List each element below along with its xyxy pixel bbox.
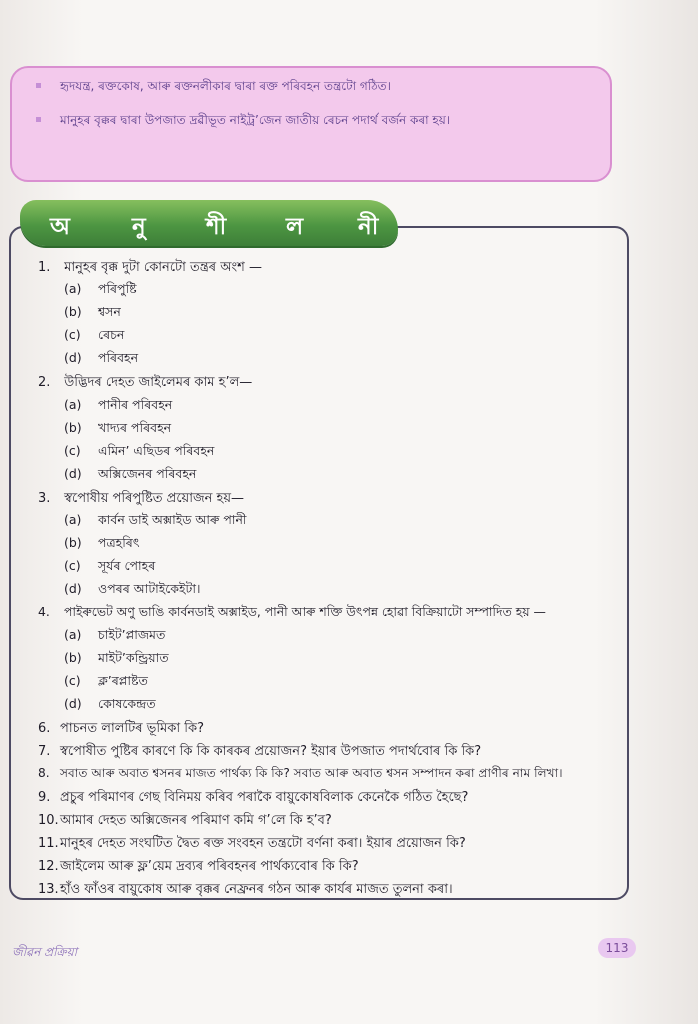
option-text: শ্বসন bbox=[98, 304, 121, 319]
option-row bbox=[64, 673, 148, 693]
option-row bbox=[64, 512, 247, 532]
option-label: (a) bbox=[64, 397, 82, 412]
option-row bbox=[64, 304, 121, 324]
question-number: 1. bbox=[38, 260, 51, 275]
option-row bbox=[64, 627, 165, 647]
question-text: মানুহৰ দেহত সংঘটিত দ্বৈত ৰক্ত সংবহন তন্ত্ৰটো বৰ্ণনা কৰা। ইয়াৰ প্ৰয়োজন কি? bbox=[60, 836, 466, 851]
question-text: স্বপোষীয় পৰিপুষ্টিত প্ৰয়োজন হয়— bbox=[64, 491, 244, 506]
question-number: 3. bbox=[38, 491, 51, 506]
option-row bbox=[64, 443, 214, 463]
question-number: 4. bbox=[38, 604, 50, 619]
option-text: মাইট’কন্ড্ৰিয়াত bbox=[98, 650, 169, 665]
option-label: (d) bbox=[64, 696, 82, 711]
option-label: (d) bbox=[64, 350, 82, 365]
option-row bbox=[64, 535, 140, 555]
summary-box bbox=[10, 66, 612, 182]
option-text: পৰিপুষ্টি bbox=[98, 281, 137, 296]
option-text: অক্সিজেনৰ পৰিবহন bbox=[98, 466, 197, 481]
option-label: (b) bbox=[64, 650, 82, 665]
option-label: (b) bbox=[64, 420, 82, 435]
question-row bbox=[38, 258, 262, 279]
option-text: পত্ৰহৰিৎ bbox=[98, 535, 140, 550]
question-row bbox=[38, 373, 252, 394]
header-char: অ bbox=[50, 214, 70, 240]
option-text: ওপৰৰ আটাইকেইটা। bbox=[98, 581, 201, 596]
option-text: পানীৰ পৰিবহন bbox=[98, 397, 173, 412]
option-label: (d) bbox=[64, 466, 82, 481]
chapter-name: জীৱন প্ৰক্ৰিয়া bbox=[12, 945, 78, 959]
question-row bbox=[38, 880, 453, 901]
option-label: (c) bbox=[64, 673, 81, 688]
option-row bbox=[64, 281, 137, 301]
question-row bbox=[38, 811, 332, 832]
page-number-badge: 113 bbox=[598, 938, 636, 958]
option-label: (b) bbox=[64, 535, 82, 550]
header-char: নু bbox=[132, 214, 146, 240]
header-char: নী bbox=[358, 214, 379, 240]
question-text: উদ্ভিদৰ দেহত জাইলেমৰ কাম হ’ল— bbox=[64, 375, 253, 390]
question-number: 11. bbox=[38, 836, 59, 851]
question-row bbox=[38, 834, 466, 855]
question-number: 6. bbox=[38, 721, 51, 736]
option-label: (c) bbox=[64, 558, 81, 573]
question-text: পাইৰুভেট অণু ভাঙি কাৰ্বনডাই অক্সাইড, পানী আৰু শক্তি উৎপন্ন হোৱা বিক্ৰিয়াটো সম্পাদিত হয় — bbox=[63, 604, 546, 619]
option-row bbox=[64, 696, 156, 716]
option-row bbox=[64, 397, 172, 417]
question-row bbox=[38, 742, 481, 763]
bullet-icon bbox=[36, 83, 41, 88]
option-row bbox=[64, 581, 200, 601]
question-text: স্বপোষীত পুষ্টিৰ কাৰণে কি কি কাৰকৰ প্ৰয়োজন? ইয়াৰ উপজাত পদাৰ্থবোৰ কি কি? bbox=[60, 744, 482, 759]
exercise-header-banner bbox=[20, 200, 398, 246]
question-row bbox=[38, 604, 546, 624]
option-row bbox=[64, 558, 155, 578]
option-row bbox=[64, 327, 124, 347]
question-number: 2. bbox=[38, 375, 51, 390]
option-text: ক্ল’ৰপ্লাষ্টত bbox=[98, 673, 148, 688]
option-text: সূৰ্যৰ পোহৰ bbox=[98, 558, 156, 573]
question-row bbox=[38, 788, 468, 809]
option-row bbox=[64, 650, 169, 670]
header-char: ল bbox=[286, 214, 304, 240]
question-text: প্ৰচুৰ পৰিমাণৰ গেছ বিনিময় কৰিব পৰাকৈ বায়ুকোষবিলাক কেনেকৈ গঠিত হৈছে? bbox=[60, 790, 469, 805]
option-text: চাইট’প্লাজমত bbox=[98, 627, 166, 642]
question-row bbox=[38, 489, 244, 510]
option-row bbox=[64, 466, 196, 486]
option-row bbox=[64, 420, 171, 440]
question-number: 13. bbox=[38, 882, 59, 897]
question-number: 9. bbox=[38, 790, 51, 805]
question-row bbox=[38, 765, 563, 785]
option-row bbox=[64, 350, 138, 370]
option-label: (b) bbox=[64, 304, 82, 319]
option-text: ৰেচন bbox=[98, 327, 125, 342]
option-label: (a) bbox=[64, 281, 82, 296]
question-row bbox=[38, 857, 359, 878]
option-label: (c) bbox=[64, 443, 81, 458]
summary-line-1: হৃদযন্ত্র, ৰক্তকোষ, আৰু ৰক্তনলীকাৰ দ্বাৰা ৰক্ত পৰিবহন তন্ত্রটো গঠিত। bbox=[60, 79, 391, 93]
option-text: কাৰ্বন ডাই অক্সাইড আৰু পানী bbox=[98, 512, 247, 527]
option-text: কোষকেন্দ্ৰত bbox=[98, 696, 156, 711]
option-label: (a) bbox=[64, 512, 82, 527]
question-text: সবাত আৰু অবাত শ্বসনৰ মাজত পাৰ্থক্য কি কি? সবাত আৰু অবাত শ্বসন সম্পাদন কৰা প্ৰাণীৰ নাম লিখা। bbox=[60, 766, 563, 780]
summary-line-2: মানুহৰ বৃক্কৰ দ্বাৰা উপজাত দ্ৰৱীভূত নাইট্ৰ’জেন জাতীয় ৰেচন পদাৰ্থ বৰ্জন কৰা হয়। bbox=[60, 113, 451, 127]
question-row bbox=[38, 719, 204, 740]
question-text: পাচনত লালটিৰ ভূমিকা কি? bbox=[60, 721, 204, 736]
question-number: 8. bbox=[38, 766, 50, 780]
option-label: (a) bbox=[64, 627, 82, 642]
option-text: খাদ্যৰ পৰিবহন bbox=[98, 420, 172, 435]
question-number: 7. bbox=[38, 744, 51, 759]
question-text: আমাৰ দেহত অক্সিজেনৰ পৰিমাণ কমি গ’লে কি হ’ব? bbox=[60, 813, 332, 828]
question-text: মানুহৰ বৃক্ক দুটা কোনটো তন্ত্ৰৰ অংশ — bbox=[64, 260, 262, 275]
bullet-icon bbox=[36, 117, 41, 122]
question-number: 10. bbox=[38, 813, 59, 828]
question-text: জাইলেম আৰু ফ্ল’য়েম দ্ৰব্যৰ পৰিবহনৰ পাৰ্থক্যবোৰ কি কি? bbox=[60, 859, 359, 874]
option-text: এমিন’ এছিডৰ পৰিবহন bbox=[98, 443, 215, 458]
header-char: শী bbox=[206, 214, 227, 240]
question-number: 12. bbox=[38, 859, 59, 874]
option-label: (c) bbox=[64, 327, 81, 342]
option-label: (d) bbox=[64, 581, 82, 596]
question-text: হাঁও ফাঁওৰ বায়ুকোষ আৰু বৃক্কৰ নেফ্ৰনৰ গঠন আৰু কাৰ্যৰ মাজত তুলনা কৰা। bbox=[60, 882, 453, 897]
option-text: পৰিবহন bbox=[98, 350, 139, 365]
